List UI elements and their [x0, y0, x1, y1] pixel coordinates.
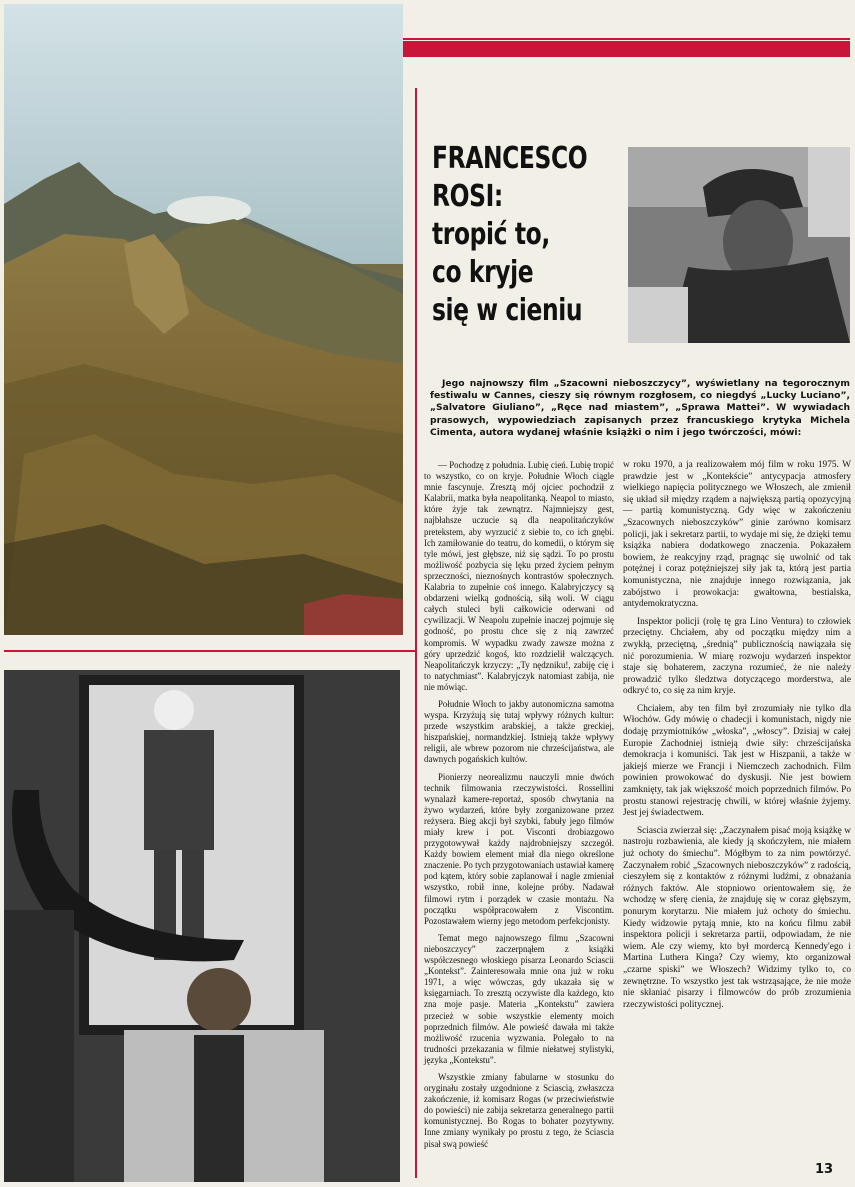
header-red-bar — [403, 41, 850, 57]
paragraph: Temat mego najnowszego filmu „Szacowni nieboszczycy” zaczerpnąłem z książki współczesnego włoskiego pisarza Leonardo Sciascii „Kontekst”. Zainteresowała mnie ona już w roku 1971, a więc wówczas, gdy ukazała się w księgarniach. To zresztą oczywiste dla każdego, kto zna moje pasje. Materia „Kontekstu” zawiera przecież w sobie wszystkie elementy moich poprzednich filmów. Ale powieść dawała mi także możliwość rzucenia wyzwania. Polegało to na trudności przekazania w filmie niełatwej stylistyki, języka „Kontekstu”. — [424, 932, 614, 1065]
header-thin-rule — [403, 38, 850, 40]
paragraph: Chciałem, aby ten film był zrozumiały nie tylko dla Włochów. Gdy mówię o chadecji i komunistach, nigdy nie dodaję przymiotników „włoska”, „włoscy”. Dzisiaj w całej Europie Zachodniej istnieją dwie siły: chrześcijańska demokracja i komuniści. Tak jest w Hiszpanii, a także w jakiejś mierze we Francji i Niemczech zachodnich. Film powinien prowokować do dyskusji. Nie jest bowiem zamknięty, tak jak większość moich poprzednich filmów. Po prostu stanowi rejestrację chwili, w której właśnie żyjemy. Jest jej świadectwem. — [623, 703, 851, 819]
title-line: się w cieniu — [432, 293, 583, 328]
title-line: tropić to, — [432, 217, 550, 252]
title-line: FRANCESCO — [432, 141, 588, 176]
page-number: 13 — [815, 1162, 834, 1177]
paragraph: Południe Włoch to jakby autonomiczna samotna wyspa. Krzyżują się tutaj wpływy różnych kultur: przede wszystkim arabskiej, a także greckiej, hiszpańskiej, normandzkiej. Istnieją także wpływy religii, ale wbrew pozorom nie chrześcijaństwa, ale dawnych pogańskich kultów. — [424, 698, 614, 765]
text-column-right — [623, 460, 851, 1017]
photo-divider-rule — [4, 650, 415, 652]
paragraph: Inspektor policji (rolę tę gra Lino Ventura) to człowiek przeciętny. Chciałem, aby od początku między nim a zwykłą, przeciętną, „średnią” publicznością nawiązała się nić porozumienia. W miarę rozwoju wydarzeń inspektor staje się bohaterem, zaczyna rozumieć, że nie należy prowadzić tylko śledztwa dotyczącego morderstwa, ale odkryć to, co się za nim kryje. — [623, 616, 851, 697]
volcano-photo — [4, 4, 403, 635]
paragraph: Wszystkie zmiany fabularne w stosunku do oryginału zostały uzgodnione z Sciascią, zwłaszcza zakończenie, iż komisarz Rogas (w przeciwieństwie do powieści) nie zabija sekretarza generalnego partii komunistycznej. Bo Rogas to bohater pozytywny. Inne zmiany wynikały po prostu z tego, że Sciascia pisał swą powieść — [424, 1071, 614, 1149]
paragraph: Pionierzy neorealizmu nauczyli mnie dwóch technik filmowania rzeczywistości. Rossellini wynalazł kamere-reportaż, sposób chwytania na żywo wydarzeń, które były zorganizowane przez reżysera. Bieg akcji był szybki, fabuły jego filmów miały krew i pot. Visconti drobiazgowo przygotowywał każdy najdrobniejszy szczegół. Każdy bowiem element miał dla niego określone znaczenie. Po tych przygotowaniach ustawiał kamerę pod kątem, który sobie zaplanował i nagle zmieniał wszystko, robił inne, kolejne próby. Nadawał filmowi rytm i porządek w czasie montażu. Na początku współpracowałem z Viscontim. Pozostawałem wierny jego metodom perfekcjonisty. — [424, 771, 614, 926]
title-line: co kryje — [432, 255, 534, 290]
paragraph: — Pochodzę z południa. Lubię cień. Lubię tropić to wszystko, co on kryje. Południe Włoch ciągle mnie fascynuje. Zresztą mój ojciec pochodził z Kalabrii, matka była neapolitanką. Neapol to miasto, które żyje tak zewnątrz. Najmniejszy gest, najbłahsze uczucie są dla neapolitańczyków pretekstem, aby wyrzucić z siebie to, co ich gnębi. Ich zamiłowanie do teatru, do komedii, o którym się tyle mówi, jest głębsze, niż się sądzi. To po prostu możliwość pozbycia się lęku przed życiem pełnym sprzeczności, nieznośnych kontrastów społecznych. Kalabria to zupełnie coś innego. Kalabryjczycy są obdarzeni wielką godnością, siłą woli. W ciągu całych stuleci byli całkowicie oderwani od cywilizacji. W Neapolu zupełnie inaczej pojmuje się godność, po prostu chce się z nią zawrzeć kompromis. W wypadku zwady zawsze można z góry uprzedzić kogoś, kto rozdzielił walczących. Neapolitańczyk krzyczy: „Ty nędzniku!, zabiję cię i to natychmiast”. Kalabryjczyk natomiast zabija, nie nie mówiąc. — [424, 460, 614, 692]
lead-paragraph: Jego najnowszy film „Szacowni nieboszczycy”, wyświetlany na tegorocznym festiwalu w Cannes, cieszy się równym rozgłosem, co niegdyś „Lucky Luciano”, „Salvatore Giuliano”, „Ręce nad miastem”, „Sprawa Mattei”. W wywiadach prasowych, wypowiedziach zapisanych przez francuskiego krytyka Michela Cimenta, autora wydanej właśnie książki o nim i jego twórczości, mówi: — [430, 378, 850, 438]
article-title — [432, 140, 588, 330]
paragraph: Sciascia zwierzał się: „Zaczynałem pisać moją książkę w nastroju rozbawienia, ale kiedy ją skończyłem, nie miałem już ochoty do śmiechu”. Mógłbym to za nim powtórzyć. Zaczynałem robić „Szacownych nieboszczyków” z radością, cieszyłem się z kontaktów z różnymi ludźmi, z obnażania różnych faktów. Ale stopniowo orientowałem się, że wchodzę w sferę cienia, że znajduję się w coraz głębszym, ponurym korytarzu. Nie miałem już ochoty do śmiechu. Kiedy widzowie pytają mnie, kto na końcu filmu zabił inspektora policji i sekretarza partii, odpowiadam, że nie wiem. Ale czy wiemy, kto był mordercą Kennedy'ego i Martina Luthera Kinga? Czy wiemy, kto organizował „czarne spiski” we Włoszech? Widzimy tylko to, co zewnętrzne. To wszystko jest tak wstrząsające, że nie może nie skłaniać pisarzy i filmowców do prób zrozumienia rzeczywistości politycznej. — [623, 825, 851, 1010]
director-photo — [4, 670, 400, 1182]
column-red-rule — [415, 88, 417, 1178]
article-lead — [430, 378, 850, 439]
text-column-left — [424, 460, 614, 1156]
paragraph: w roku 1970, a ja realizowałem mój film w roku 1975. W prawdzie jest w „Kontekście” antycypacja atmosfery wielkiego napięcia politycznego we Włoszech, ale zmienił się układ sił między rządem a największą partią opozycyjną — partią komunistyczną. Gdy więc w zakończeniu „Szacownych nieboszczyków” ginie zarówno komisarz policji, jak i sekretarz partii, to wydaje mi się, że dzięki temu książka nabiera dodatkowego znaczenia. Pokazałem bowiem, że reakcyjny rząd, pragnąc się uwolnić od tak potężnej i coraz potężniejszej siły jak ta, którą jest partia komunistyczna, nie znajduje innego rozwiązania, jak zabójstwo i prowokacja: gwałtowna, bestialska, antydemokratyczna. — [623, 460, 851, 610]
portrait-photo — [628, 147, 850, 343]
title-line: ROSI: — [432, 179, 503, 214]
